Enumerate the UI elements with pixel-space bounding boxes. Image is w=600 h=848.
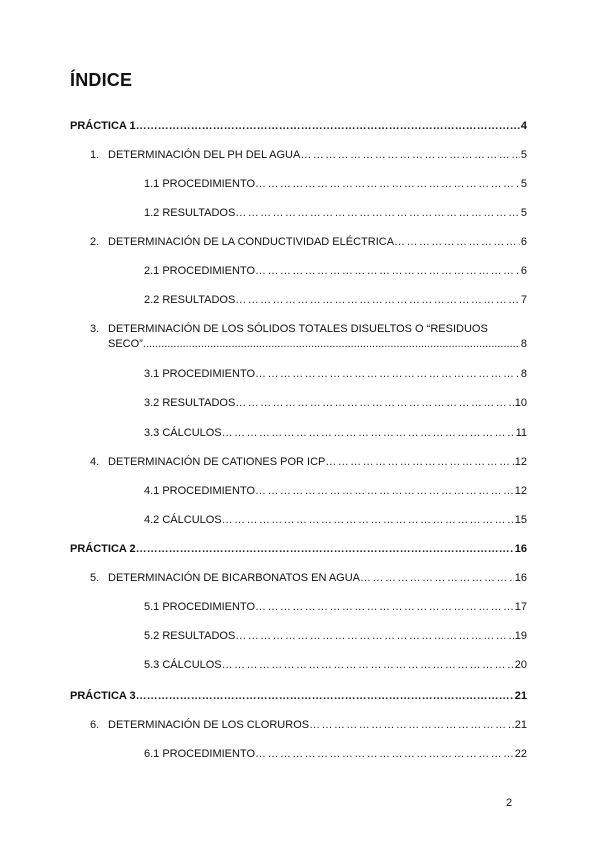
- toc-entry-section-4[interactable]: [90, 455, 527, 469]
- leader-dots: [136, 689, 514, 703]
- toc-page-number: 5: [520, 149, 527, 161]
- toc-page-number: 12: [514, 456, 527, 468]
- toc-entry-2-2[interactable]: [144, 293, 527, 307]
- leader-dots: [136, 119, 520, 133]
- toc-entry-label-continued: SECO”: [108, 338, 143, 350]
- section-number: 2.: [90, 236, 100, 248]
- toc-entry-label: PRÁCTICA 3: [70, 690, 136, 702]
- leader-dots: [136, 542, 514, 556]
- toc-entry-label: 5.3 CÁLCULOS: [144, 659, 222, 671]
- toc-page-number: 8: [520, 368, 527, 380]
- toc-entry-practica-2[interactable]: [70, 542, 527, 556]
- toc-entry-label: 5.1 PROCEDIMIENTO: [144, 601, 256, 613]
- toc-entry-section-2[interactable]: [90, 235, 527, 249]
- toc-entry-label: 3.3 CÁLCULOS: [144, 427, 222, 439]
- toc-page-number: 5: [520, 207, 527, 219]
- toc-entry-5-2[interactable]: [144, 629, 527, 643]
- toc-page-number: 12: [514, 485, 527, 497]
- toc-page-number: 19: [514, 630, 527, 642]
- toc-page-number: 7: [520, 294, 527, 306]
- leader-dots: [235, 206, 520, 220]
- toc-entry-practica-3[interactable]: [70, 689, 527, 703]
- toc-entry-label: DETERMINACIÓN DE LA CONDUCTIVIDAD ELÉCTRICA: [108, 236, 395, 248]
- toc-entry-label: 2.1 PROCEDIMIENTO: [144, 265, 256, 277]
- section-number: 4.: [90, 456, 100, 468]
- toc-entry-section-5[interactable]: [90, 571, 527, 585]
- toc-entry-section-3-line-2[interactable]: [108, 337, 527, 351]
- toc-entry-section-1[interactable]: [90, 148, 527, 162]
- toc-entry-1-2[interactable]: [144, 206, 527, 220]
- leader-dots: [235, 293, 520, 307]
- section-number: 6.: [90, 719, 100, 731]
- toc-entry-6-1[interactable]: [144, 747, 527, 761]
- toc-entry-practica-1[interactable]: [70, 119, 527, 133]
- section-number: 1.: [90, 149, 100, 161]
- toc-page-number: 10: [514, 397, 527, 409]
- page-title: ÍNDICE: [70, 70, 133, 90]
- toc-entry-label: DETERMINACIÓN DE BICARBONATOS EN AGUA: [108, 572, 361, 584]
- leader-dots: [143, 337, 520, 351]
- toc-page-number: 8: [520, 338, 527, 350]
- leader-dots: [255, 747, 514, 761]
- toc-page-number: 11: [515, 427, 527, 439]
- leader-dots: [222, 658, 514, 672]
- toc-page-number: 17: [514, 601, 527, 613]
- toc-page-number: 16: [514, 572, 527, 584]
- leader-dots: [222, 513, 514, 527]
- toc-entry-label: 2.2 RESULTADOS: [144, 294, 236, 306]
- leader-dots: [309, 718, 514, 732]
- leader-dots: [255, 367, 520, 381]
- toc-entry-label: DETERMINACIÓN DE CATIONES POR ICP: [108, 456, 326, 468]
- leader-dots: [222, 426, 515, 440]
- toc-entry-section-3-line-1[interactable]: [90, 322, 527, 336]
- toc-entry-label: 1.1 PROCEDIMIENTO: [144, 178, 256, 190]
- toc-entry-label: DETERMINACIÓN DEL PH DEL AGUA: [108, 149, 301, 161]
- toc-entry-label: PRÁCTICA 1: [70, 120, 136, 132]
- toc-entry-3-3[interactable]: [144, 426, 527, 440]
- toc-page-number: 15: [514, 514, 527, 526]
- toc-entry-5-1[interactable]: [144, 600, 527, 614]
- toc-entry-4-2[interactable]: [144, 513, 527, 527]
- toc-entry-label: 3.2 RESULTADOS: [144, 397, 236, 409]
- toc-page-number: 22: [514, 748, 527, 760]
- toc-entry-label: PRÁCTICA 2: [70, 543, 136, 555]
- section-number: 3.: [90, 323, 100, 335]
- leader-dots: [255, 484, 514, 498]
- toc-entry-label: 4.2 CÁLCULOS: [144, 514, 222, 526]
- toc-entry-label: 1.2 RESULTADOS: [144, 207, 236, 219]
- toc-entry-1-1[interactable]: [144, 177, 527, 191]
- toc-entry-label: 4.1 PROCEDIMIENTO: [144, 485, 256, 497]
- toc-page-number: 4: [520, 120, 527, 132]
- toc-entry-2-1[interactable]: [144, 264, 527, 278]
- leader-dots: [255, 264, 520, 278]
- leader-dots: [235, 396, 513, 410]
- leader-dots: [255, 177, 520, 191]
- leader-dots: [325, 455, 513, 469]
- leader-dots: [235, 629, 513, 643]
- toc-entry-label: 5.2 RESULTADOS: [144, 630, 236, 642]
- leader-dots: [360, 571, 514, 585]
- toc-page-number: 20: [514, 659, 527, 671]
- toc-page-number: 5: [520, 178, 527, 190]
- toc-page-number: 6: [520, 265, 527, 277]
- toc-entry-5-3[interactable]: [144, 658, 527, 672]
- toc-entry-3-2[interactable]: [144, 396, 527, 410]
- toc-entry-section-6[interactable]: [90, 718, 527, 732]
- toc-entry-label: 3.1 PROCEDIMIENTO: [144, 368, 256, 380]
- toc-page-number: 21: [514, 719, 527, 731]
- section-number: 5.: [90, 572, 100, 584]
- page-number: 2: [506, 797, 513, 809]
- toc-entry-label: DETERMINACIÓN DE LOS SÓLIDOS TOTALES DISUELTOS O “RESIDUOS: [108, 323, 488, 335]
- toc-entry-label: 6.1 PROCEDIMIENTO: [144, 748, 256, 760]
- leader-dots: [300, 148, 520, 162]
- leader-dots: [255, 600, 514, 614]
- toc-page-number: 21: [514, 690, 527, 702]
- toc-entry-label: DETERMINACIÓN DE LOS CLORUROS: [108, 719, 310, 731]
- leader-dots: [394, 235, 520, 249]
- toc-page-number: 6: [520, 236, 527, 248]
- toc-entry-4-1[interactable]: [144, 484, 527, 498]
- toc-page-number: 16: [514, 543, 527, 555]
- toc-entry-3-1[interactable]: [144, 367, 527, 381]
